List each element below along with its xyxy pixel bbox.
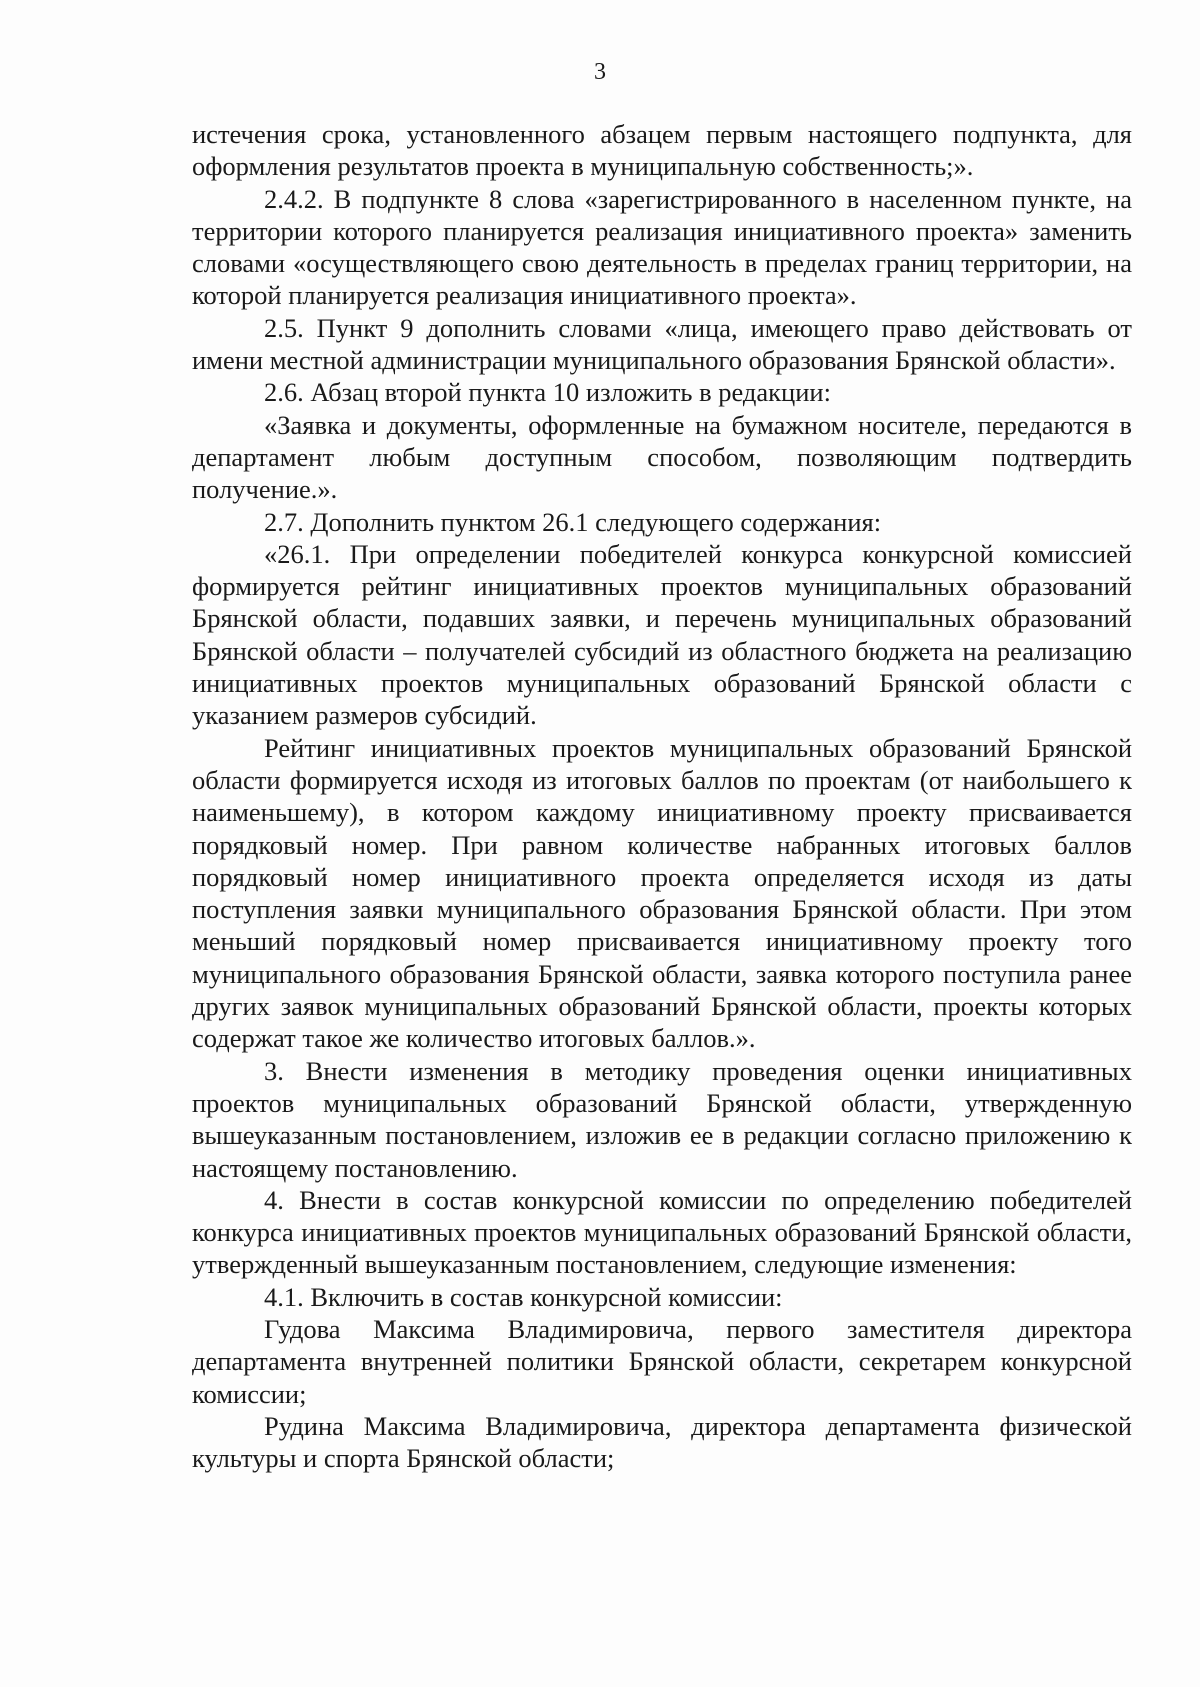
document-body	[192, 118, 1132, 1474]
paragraph-rating: Рейтинг инициативных проектов муниципальных образований Брянской области формируется исходя из итоговых баллов по проектам (от наибольшего к наименьшему), в котором каждому инициативному проекту присваивается порядковый номер. При равном количестве набранных итоговых баллов порядковый номер инициативного проекта определяется исходя из даты поступления заявки муниципального образования Брянской области. При этом меньший порядковый номер присваивается инициативному проекту того муниципального образования Брянской области, заявка которого поступила ранее других заявок муниципальных образований Брянской области, проекты которых содержат такое же количество итоговых баллов.».	[192, 732, 1132, 1054]
paragraph-2-5: 2.5. Пункт 9 дополнить словами «лица, имеющего право действовать от имени местной администрации муниципального образования Брянской области».	[192, 312, 1132, 376]
paragraph-2-6-quote: «Заявка и документы, оформленные на бумажном носителе, передаются в департамент любым доступным способом, позволяющим подтвердить получение.».	[192, 409, 1132, 505]
paragraph-member-rudin: Рудина Максима Владимировича, директора департамента физической культуры и спорта Брянской области;	[192, 1410, 1132, 1474]
paragraph-2-7: 2.7. Дополнить пунктом 26.1 следующего содержания:	[264, 506, 882, 537]
paragraph-4: 4. Внести в состав конкурсной комиссии по определению победителей конкурса инициативных проектов муниципальных образований Брянской области, утвержденный вышеуказанным постановлением, следующие изменения:	[192, 1184, 1132, 1280]
paragraph-26-1: «26.1. При определении победителей конкурса конкурсной комиссией формируется рейтинг инициативных проектов муниципальных образований Брянской области, подавших заявки, и перечень муниципальных образований Брянской области – получателей субсидий из областного бюджета на реализацию инициативных проектов муниципальных образований Брянской области с указанием размеров субсидий.	[192, 538, 1132, 731]
paragraph-3: 3. Внести изменения в методику проведения оценки инициативных проектов муниципальных образований Брянской области, утвержденную вышеуказанным постановлением, изложив ее в редакции согласно приложению к настоящему постановлению.	[192, 1055, 1132, 1183]
paragraph-member-gudov: Гудова Максима Владимировича, первого заместителя директора департамента внутренней политики Брянской области, секретарем конкурсной комиссии;	[192, 1313, 1132, 1409]
paragraph-4-1: 4.1. Включить в состав конкурсной комиссии:	[264, 1281, 783, 1312]
page-number: 3	[594, 59, 606, 85]
paragraph-2-6: 2.6. Абзац второй пункта 10 изложить в редакции:	[264, 377, 831, 408]
paragraph-continuation: истечения срока, установленного абзацем первым настоящего подпункта, для оформления результатов проекта в муниципальную собственность;».	[192, 119, 1132, 182]
paragraph-2-4-2: 2.4.2. В подпункте 8 слова «зарегистрированного в населенном пункте, на территории которого планируется реализация инициативного проекта» заменить словами «осуществляющего свою деятельность в пределах границ территории, на которой планируется реализация инициативного проекта».	[192, 183, 1132, 311]
